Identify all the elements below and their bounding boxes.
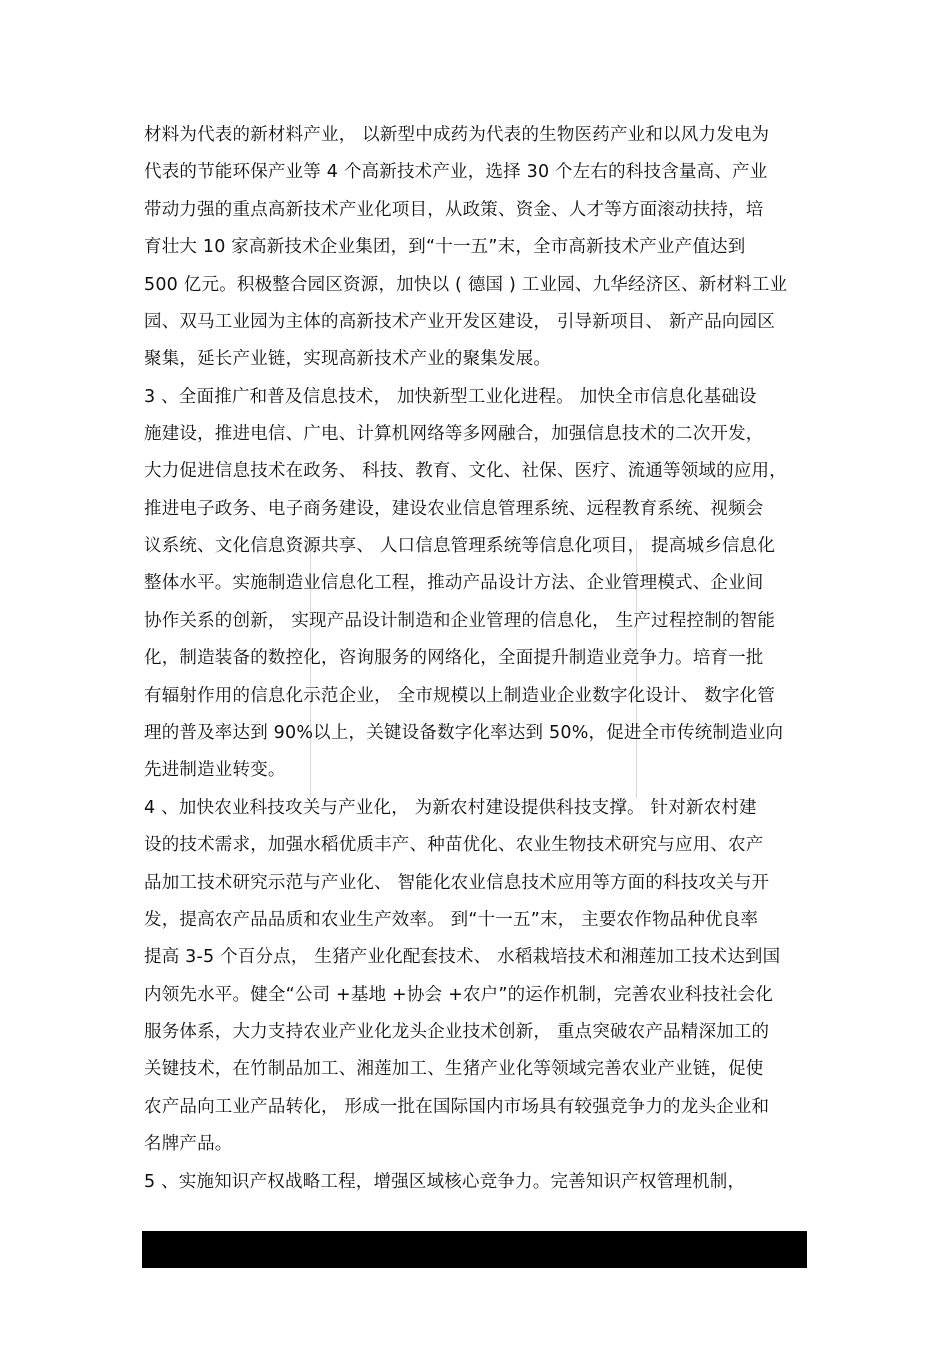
- text-line: 品加工技术研究示范与产业化、 智能化农业信息技术应用等方面的科技攻关与开: [144, 873, 770, 893]
- text-line: 关键技术，在竹制品加工、湘莲加工、生猪产业化等领域完善农业产业链，促使: [144, 1059, 764, 1079]
- text-line: 服务体系，大力支持农业产业化龙头企业技术创新， 重点突破农产品精深加工的: [144, 1022, 770, 1042]
- text-line: 有辐射作用的信息化示范企业， 全市规模以上制造业企业数字化设计、 数字化管: [144, 686, 776, 706]
- text-line: 整体水平。实施制造业信息化工程，推动产品设计方法、企业管理模式、企业间: [144, 573, 764, 593]
- text-line: 育壮大 10 家高新技术企业集团，到“十一五”末，全市高新技术产业产值达到: [144, 237, 746, 257]
- text-line: 农产品向工业产品转化， 形成一批在国际国内市场具有较强竞争力的龙头企业和: [144, 1097, 770, 1117]
- text-line: 500 亿元。积极整合园区资源，加快以 ( 德国 ) 工业园、九华经济区、新材料工业: [144, 275, 788, 295]
- text-line: 5 、实施知识产权战略工程，增强区域核心竞争力。完善知识产权管理机制，: [144, 1172, 746, 1192]
- text-line: 名牌产品。: [144, 1134, 233, 1154]
- text-line: 4 、加快农业科技攻关与产业化， 为新农村建设提供科技支撑。 针对新农村建: [144, 798, 757, 818]
- text-line: 代表的节能环保产业等 4 个高新技术产业，选择 30 个左右的科技含量高、产业: [144, 162, 768, 182]
- text-line: 先进制造业转变。: [144, 760, 286, 780]
- text-line: 提高 3-5 个百分点， 生猪产业化配套技术、 水稻栽培技术和湘莲加工技术达到国: [144, 947, 781, 967]
- text-line: 材料为代表的新材料产业， 以新型中成药为代表的生物医药产业和以风力发电为: [144, 125, 770, 145]
- text-line: 理的普及率达到 90%以上，关键设备数字化率达到 50%，促进全市传统制造业向: [144, 723, 784, 743]
- text-line: 聚集，延长产业链，实现高新技术产业的聚集发展。: [144, 349, 552, 369]
- text-line: 发，提高农产品品质和农业生产效率。 到“十一五”末， 主要农作物品种优良率: [144, 910, 759, 930]
- text-line: 推进电子政务、电子商务建设，建设农业信息管理系统、远程教育系统、视频会: [144, 499, 764, 519]
- text-line: 化，制造装备的数控化，咨询服务的网络化，全面提升制造业竞争力。培育一批: [144, 648, 764, 668]
- text-line: 带动力强的重点高新技术产业化项目，从政策、资金、人才等方面滚动扶持，培: [144, 200, 764, 220]
- text-line: 园、双马工业园为主体的高新技术产业开发区建设， 引导新项目、 新产品向园区: [144, 312, 776, 332]
- text-line: 协作关系的创新， 实现产品设计制造和企业管理的信息化， 生产过程控制的智能: [144, 611, 776, 631]
- text-line: 施建设，推进电信、广电、计算机网络等多网融合，加强信息技术的二次开发，: [144, 424, 764, 444]
- text-line: 设的技术需求，加强水稻优质丰产、种苗优化、农业生物技术研究与应用、农产: [144, 835, 764, 855]
- text-line: 3 、全面推广和普及信息技术， 加快新型工业化进程。 加快全市信息化基础设: [144, 387, 757, 407]
- text-line: 议系统、文化信息资源共享、 人口信息管理系统等信息化项目， 提高城乡信息化: [144, 536, 776, 556]
- text-line: 内领先水平。健全“公司 +基地 +协会 +农户”的运作机制，完善农业科技社会化: [144, 985, 774, 1005]
- redaction-bar: [142, 1231, 807, 1268]
- text-line: 大力促进信息技术在政务、 科技、教育、文化、社保、医疗、流通等领域的应用，: [144, 461, 787, 481]
